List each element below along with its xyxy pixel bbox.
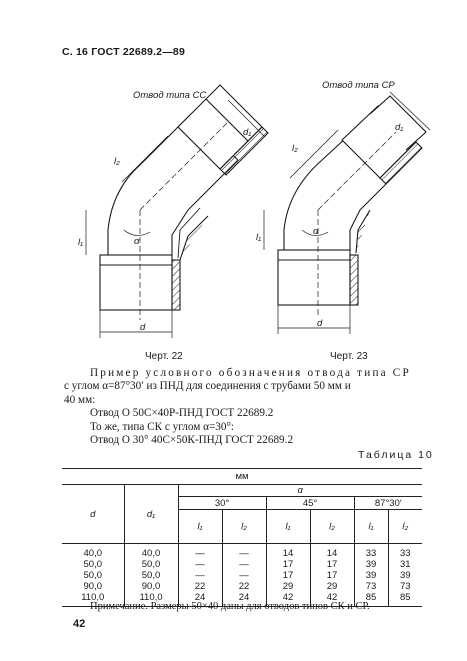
table-cell: 110,0 xyxy=(62,592,124,607)
table-cell: 17 xyxy=(266,559,310,570)
table-sub-l2: l₂ xyxy=(222,510,266,544)
body-line-1: Пример условного обозначения отвода типа СР xyxy=(90,367,411,379)
table-cell: — xyxy=(178,559,222,570)
table-cell: — xyxy=(222,570,266,581)
table-cell: 50,0 xyxy=(62,570,124,581)
table-cell: — xyxy=(178,570,222,581)
table-cell: 39 xyxy=(399,570,411,581)
table-cell: 14 xyxy=(310,544,354,560)
table-cell: 24 xyxy=(222,592,266,607)
table-sub-l2: l₂ xyxy=(310,510,354,544)
figure-left-caption: Черт. 22 xyxy=(145,351,183,362)
figure-right-d: d xyxy=(317,318,323,329)
table-row xyxy=(62,570,422,581)
table-row xyxy=(62,559,422,570)
table-cell: 110,0 xyxy=(124,592,178,607)
table-body xyxy=(62,544,422,607)
figure-right-d1: d₁ xyxy=(395,122,404,133)
table-cell: 33 xyxy=(354,544,388,560)
table-cell: 90,0 xyxy=(124,581,178,592)
figure-left-l1: l₁ xyxy=(78,237,84,248)
table-head-d: d xyxy=(62,485,124,544)
table-cell: 39 xyxy=(354,570,388,581)
body-line-4: Отвод О 50С×40Р-ПНД ГОСТ 22689.2 xyxy=(90,407,274,420)
table-row xyxy=(62,544,422,560)
table-cell: 33 xyxy=(399,548,411,559)
table-cell: 90,0 xyxy=(62,581,124,592)
page-header: С. 16 ГОСТ 22689.2—89 xyxy=(62,46,185,58)
table-angle-87: 87°30′ xyxy=(374,497,402,509)
table-cell: 29 xyxy=(310,581,354,592)
table-angle-45: 45° xyxy=(266,497,354,510)
table-cell: 17 xyxy=(310,570,354,581)
table-cell: 22 xyxy=(222,581,266,592)
figure-right-alpha: α xyxy=(313,226,319,237)
table-cell: — xyxy=(178,544,222,560)
dimensions-table xyxy=(62,468,422,607)
table-head-alpha: α xyxy=(297,485,303,496)
elbow-cp-drawing xyxy=(264,92,430,334)
technical-drawings xyxy=(60,70,440,370)
table-cell: 50,0 xyxy=(124,559,178,570)
table-cell: 50,0 xyxy=(62,559,124,570)
table-cell: 17 xyxy=(310,559,354,570)
table-cell: 17 xyxy=(266,570,310,581)
table-unit: мм xyxy=(235,471,249,482)
table-cell: 85 xyxy=(399,592,411,603)
figure-left-d: d xyxy=(140,322,146,333)
table-cell: 73 xyxy=(399,581,411,592)
figure-left-title: Отвод типа СС xyxy=(133,90,207,101)
table-cell: — xyxy=(222,559,266,570)
figure-right-l2: l₂ xyxy=(292,143,298,154)
table-cell: 40,0 xyxy=(124,544,178,560)
figure-left-d1: d₁ xyxy=(243,127,252,138)
table-title: Таблица 10 xyxy=(358,449,434,461)
page-number: 42 xyxy=(73,618,86,630)
figure-right-title: Отвод типа СР xyxy=(322,80,395,91)
table-angle-30: 30° xyxy=(178,497,266,510)
table-cell: 31 xyxy=(399,559,411,570)
table-cell: 85 xyxy=(354,592,388,607)
table-cell: 39 xyxy=(354,559,388,570)
body-paragraph xyxy=(64,367,452,447)
table-cell: 40,0 xyxy=(62,544,124,560)
table-cell: 42 xyxy=(310,592,354,607)
table-cell: 24 xyxy=(178,592,222,607)
table-note: Примечание. Размеры 50×40 даны для отводов типов СК и СР. xyxy=(90,601,370,612)
body-line-2: с углом α=87°30′ из ПНД для соединения с трубами 50 мм и xyxy=(64,380,351,393)
table-sub-l1: l₁ xyxy=(354,510,388,544)
body-line-5: То же, типа СК с углом α=30°: xyxy=(90,420,235,433)
table-cell: 22 xyxy=(178,581,222,592)
body-line-6: Отвод О 30° 40С×50К-ПНД ГОСТ 22689.2 xyxy=(90,434,294,447)
table-sub-l2: l₂ xyxy=(402,521,409,532)
table-cell: 42 xyxy=(266,592,310,607)
table-cell: 50,0 xyxy=(124,570,178,581)
figure-left-alpha: α xyxy=(134,236,140,247)
figure-right-caption: Черт. 23 xyxy=(330,351,368,362)
elbow-cc-drawing xyxy=(86,85,268,338)
table-cell: — xyxy=(222,544,266,560)
figure-right-l1: l₁ xyxy=(256,232,262,243)
table-cell: 29 xyxy=(266,581,310,592)
figure-left-l2: l₂ xyxy=(114,156,120,167)
table-row xyxy=(62,581,422,592)
body-line-3: 40 мм: xyxy=(64,393,96,406)
table-cell: 73 xyxy=(354,581,388,592)
table-cell: 14 xyxy=(266,544,310,560)
table-sub-l1: l₁ xyxy=(266,510,310,544)
table-sub-l1: l₁ xyxy=(178,510,222,544)
table-head-d1: d₁ xyxy=(124,485,178,544)
